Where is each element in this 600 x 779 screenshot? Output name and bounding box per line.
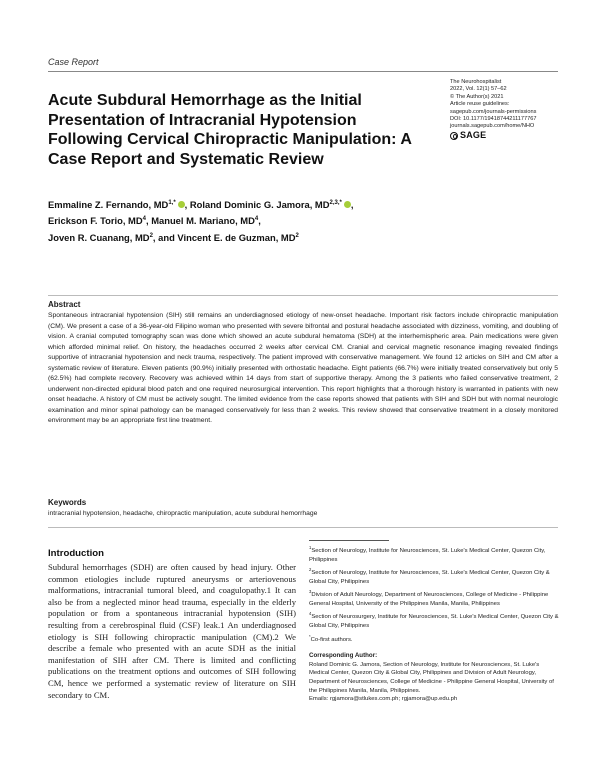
author-name: Erickson F. Torio, MD bbox=[48, 215, 143, 227]
journal-volume: 2022, Vol. 12(1) 57–62 bbox=[450, 86, 507, 93]
affiliation-text: Co-first authors. bbox=[310, 636, 353, 643]
corresponding-text: Roland Dominic G. Jamora, Section of Neurology, Institute for Neurosciences, St. Luke's Medical Center, Quezon City & Global City, Philippines and Division of Adult Neurology, Department of Neurosciences, College of Medicine - Philippine General Hospital, University of the Philippines Manila, Manila, Philippines. bbox=[309, 661, 554, 694]
affiliation-item bbox=[309, 588, 559, 608]
journal-info bbox=[450, 79, 570, 140]
copyright: © The Author(s) 2021 bbox=[450, 93, 504, 100]
author-affiliation-marker: 4 bbox=[254, 216, 259, 223]
orcid-icon[interactable] bbox=[344, 201, 351, 208]
author-affiliation-marker: 2 bbox=[149, 232, 153, 239]
introduction-heading: Introduction bbox=[48, 548, 104, 559]
affiliation-number: 2 bbox=[309, 567, 312, 573]
author-separator: , bbox=[350, 199, 354, 211]
footnote-divider bbox=[309, 540, 389, 541]
affiliation-text: Section of Neurology, Institute for Neurosciences, St. Luke's Medical Center, Quezon City, Philippines bbox=[309, 547, 546, 563]
author-affiliation-marker: 2 bbox=[295, 232, 299, 239]
author-name: Roland Dominic G. Jamora, MD bbox=[189, 199, 330, 211]
author-separator: , bbox=[258, 215, 261, 227]
reuse-guidelines: Article reuse guidelines: bbox=[450, 101, 510, 108]
affiliation-text: Section of Neurology, Institute for Neurosciences, St. Luke's Medical Center, Quezon City & Global City, Philippines bbox=[309, 570, 550, 585]
introduction-text: Subdural hemorrhages (SDH) are often caused by head injury. Other common etiologies include ruptured aneurysms or arteriovenous malformations, intracranial tumoral bleed, and coagulopathy.1 It can also be from a neglected minor head trauma, especially in the elderly population or from a spontaneous intracranial hypotension (SIH) resulting from a cerebrospinal fluid (CSF) leak.1 An underdiagnosed etiology is SIH following chiropractic manipulation (CM).2 We describe a female who presented with an acute SDH as the initial manifestation of SIH after CM. There is limited and conflicting publications on the treatment options and outcomes of SIH following CM, hence we performed a systematic review of literature on SIH secondary to CM. bbox=[48, 562, 296, 700]
abstract-heading: Abstract bbox=[48, 300, 81, 309]
affiliation-item bbox=[309, 544, 559, 564]
affiliation-item bbox=[309, 610, 559, 630]
author-list bbox=[48, 196, 488, 245]
affiliation-text: Division of Adult Neurology, Department of Neurosciences, College of Medicine - Philippine General Hospital, University of the Philippines Manila, Manila, Philippines bbox=[309, 592, 549, 607]
journal-link[interactable]: journals.sagepub.com/home/NHO bbox=[450, 123, 535, 130]
keywords-divider bbox=[48, 527, 558, 528]
author-name: Manuel M. Mariano, MD bbox=[151, 215, 255, 227]
author-separator: , bbox=[145, 215, 152, 227]
affiliation-number: 4 bbox=[309, 611, 312, 617]
keywords-heading: Keywords bbox=[48, 498, 87, 507]
affiliation-list bbox=[309, 544, 559, 644]
doi[interactable]: DOI: 10.1177/19418744211177767 bbox=[450, 116, 537, 123]
author-name: Vincent E. de Guzman, MD bbox=[177, 231, 296, 243]
affiliation-number: 3 bbox=[309, 589, 312, 595]
article-type-label: Case Report bbox=[48, 57, 99, 67]
author-affiliation-marker: 2,3,* bbox=[329, 200, 342, 206]
affiliation-number: 1 bbox=[309, 545, 312, 550]
affiliation-item bbox=[309, 633, 559, 645]
author-affiliation-marker: 1,* bbox=[168, 200, 176, 206]
abstract-text: Spontaneous intracranial hypotension (SIH) still remains an underdiagnosed etiology of new-onset headache. Important risk factors include chiropractic manipulation (CM). We present a case of a 36-year-old Filipino woman who presented with severe bifrontal and postural headache associated with dizziness, vomiting, and doubling of vision. A cranial computed tomography scan was done which showed an acute subdural hematoma (SDH) at the interhemispheric area. Pain medications were given which afforded minimal relief. On history, the headaches occurred 2 weeks after cervical CM. Cranial and cervical magnetic resonance imaging revealed findings supportive of intracranial hypotension and neck trauma, respectively. The patient improved with conservative management. We found 12 articles on SIH and CM after a systematic review of literature. Eleven patients (90.9%) initially presented with orthostatic headache. Eight patients (66.7%) were initially treated conservatively but only 5 (62.5%) had complete recovery. Recovery was achieved within 14 days from start of supportive therapy. Among the 3 patients who failed conservative treatment, 2 underwent non-directed epidural blood patch and one required neurosurgical intervention. This report highlights that a thorough history is warranted in patients with new onset headache. A history of CM must be actively sought. The limited evidence from the case reports showed that patients with SIH and SDH but with normal neurologic examination and minor spinal pathology can be managed conservatively for less than 2 weeks. This review showed that conservative treatment in a closely monitored environment may be an appropriate first line treatment. bbox=[48, 312, 558, 424]
orcid-icon[interactable] bbox=[178, 201, 185, 208]
affiliation-item bbox=[309, 566, 559, 586]
publisher-name: SAGE bbox=[460, 130, 487, 141]
keywords-text: intracranial hypotension, headache, chiropractic manipulation, acute subdural hemorrhage bbox=[48, 510, 318, 517]
affiliation-text: Section of Neurosurgery, Institute for Neurosciences, St. Luke's Medical Center, Quezon City & Global City, Philippines bbox=[309, 614, 559, 630]
corresponding-heading: Corresponding Author: bbox=[309, 652, 378, 660]
author-name: Joven R. Cuanang, MD bbox=[48, 231, 150, 243]
author-affiliation-marker: 4 bbox=[142, 216, 146, 223]
permissions-link[interactable]: sagepub.com/journals-permissions bbox=[450, 108, 537, 115]
publisher-logo bbox=[450, 132, 570, 140]
header-divider bbox=[48, 71, 558, 72]
article-title: Acute Subdural Hemorrhage as the Initial Presentation of Intracranial Hypotension Following Cervical Chiropractic Manipulation: A Case Report and Systematic Review bbox=[48, 92, 412, 168]
corresponding-email[interactable]: Emails: rgjamora@stlukes.com.ph; rgjamora@up.edu.ph bbox=[309, 696, 458, 703]
author-name: Emmaline Z. Fernando, MD bbox=[48, 199, 169, 211]
authors-divider bbox=[48, 295, 558, 296]
affiliation-number: * bbox=[309, 633, 311, 639]
affiliations-block bbox=[309, 544, 559, 704]
author-separator: , bbox=[184, 199, 190, 211]
author-separator: , and bbox=[152, 231, 178, 243]
journal-name: The Neurohospitalist bbox=[450, 79, 502, 85]
sage-logo-icon bbox=[450, 132, 458, 140]
